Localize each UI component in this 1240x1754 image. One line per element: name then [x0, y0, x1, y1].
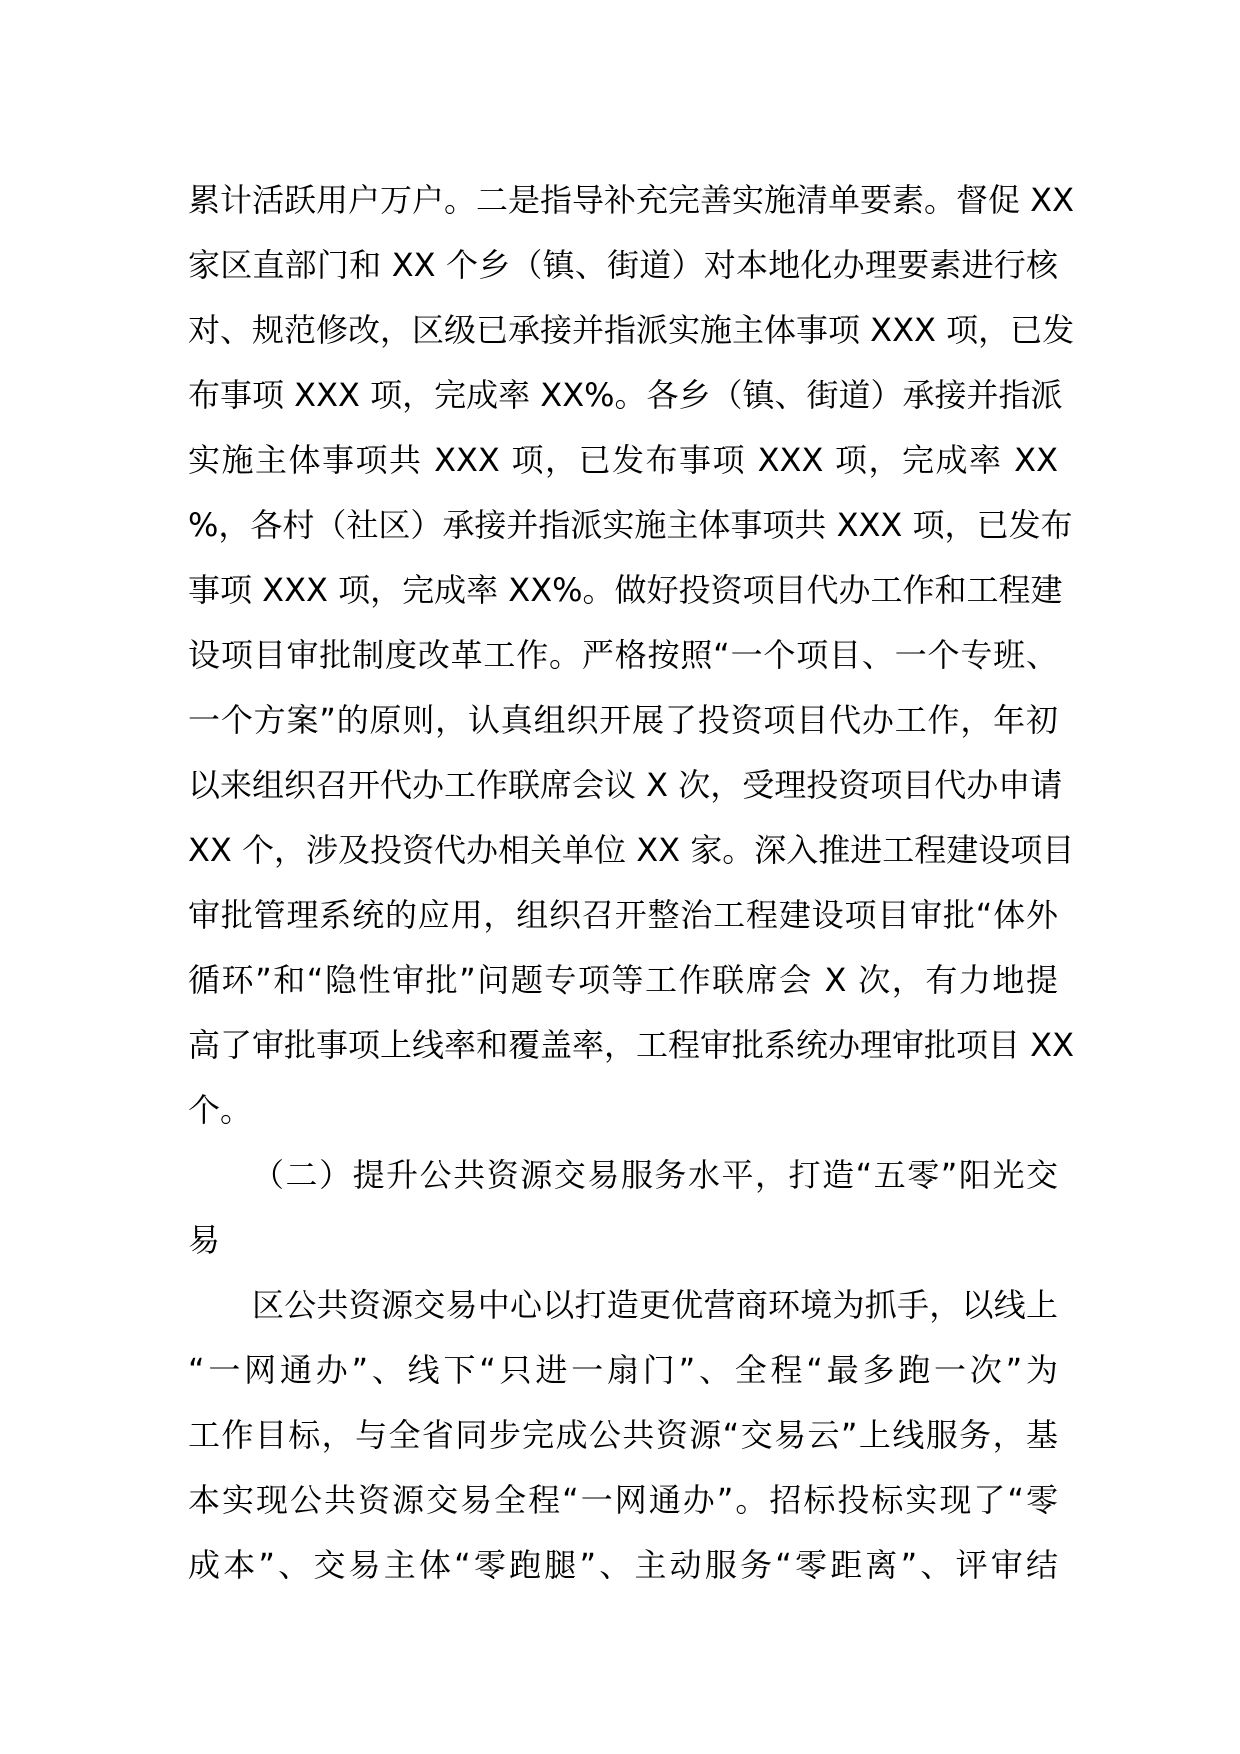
heading-line: 易	[188, 1221, 221, 1259]
text-line: 以来组织召开代办工作联席会议 X 次，受理投资项目代办申请	[188, 766, 1063, 804]
text-line: 个。	[188, 1091, 253, 1129]
heading-line: （二）提升公共资源交易服务水平，打造“五零”阳光交	[252, 1156, 1058, 1194]
text-line: 实施主体事项共 XXX 项，已发布事项 XXX 项，完成率 XX	[188, 441, 1058, 479]
text-line: 高了审批事项上线率和覆盖率，工程审批系统办理审批项目 XX	[188, 1026, 1075, 1064]
paragraph-1	[188, 168, 1075, 1143]
text-line: 一个方案”的原则，认真组织开展了投资项目代办工作，年初	[188, 701, 1058, 739]
text-line: “一网通办”、线下“只进一扇门”、全程“最多跑一次”为	[188, 1351, 1058, 1389]
paragraph-2	[188, 1273, 1058, 1598]
text-line: 工作目标，与全省同步完成公共资源“交易云”上线服务，基	[188, 1416, 1058, 1454]
section-heading-2	[188, 1143, 1058, 1273]
text-line: 布事项 XXX 项，完成率 XX%。各乡（镇、街道）承接并指派	[188, 376, 1063, 414]
text-line: 循环”和“隐性审批”问题专项等工作联席会 X 次，有力地提	[188, 961, 1058, 999]
text-line: 审批管理系统的应用，组织召开整治工程建设项目审批“体外	[188, 896, 1058, 934]
text-line: 设项目审批制度改革工作。严格按照“一个项目、一个专班、	[188, 636, 1058, 674]
text-line: 区公共资源交易中心以打造更优营商环境为抓手，以线上	[252, 1286, 1058, 1324]
text-line: 本实现公共资源交易全程“一网通办”。招标投标实现了“零	[188, 1481, 1058, 1519]
text-line: 家区直部门和 XX 个乡（镇、街道）对本地化办理要素进行核	[188, 246, 1058, 284]
document-body	[188, 168, 1075, 1598]
text-line: 成本”、交易主体“零跑腿”、主动服务“零距离”、评审结	[188, 1546, 1058, 1584]
text-line: 事项 XXX 项，完成率 XX%。做好投资项目代办工作和工程建	[188, 571, 1063, 609]
text-line: 累计活跃用户万户。二是指导补充完善实施清单要素。督促 XX	[188, 181, 1075, 219]
text-line: XX 个，涉及投资代办相关单位 XX 家。深入推进工程建设项目	[188, 831, 1075, 869]
text-line: 对、规范修改，区级已承接并指派实施主体事项 XXX 项，已发	[188, 311, 1075, 349]
text-line: %，各村（社区）承接并指派实施主体事项共 XXX 项，已发布	[188, 506, 1073, 544]
